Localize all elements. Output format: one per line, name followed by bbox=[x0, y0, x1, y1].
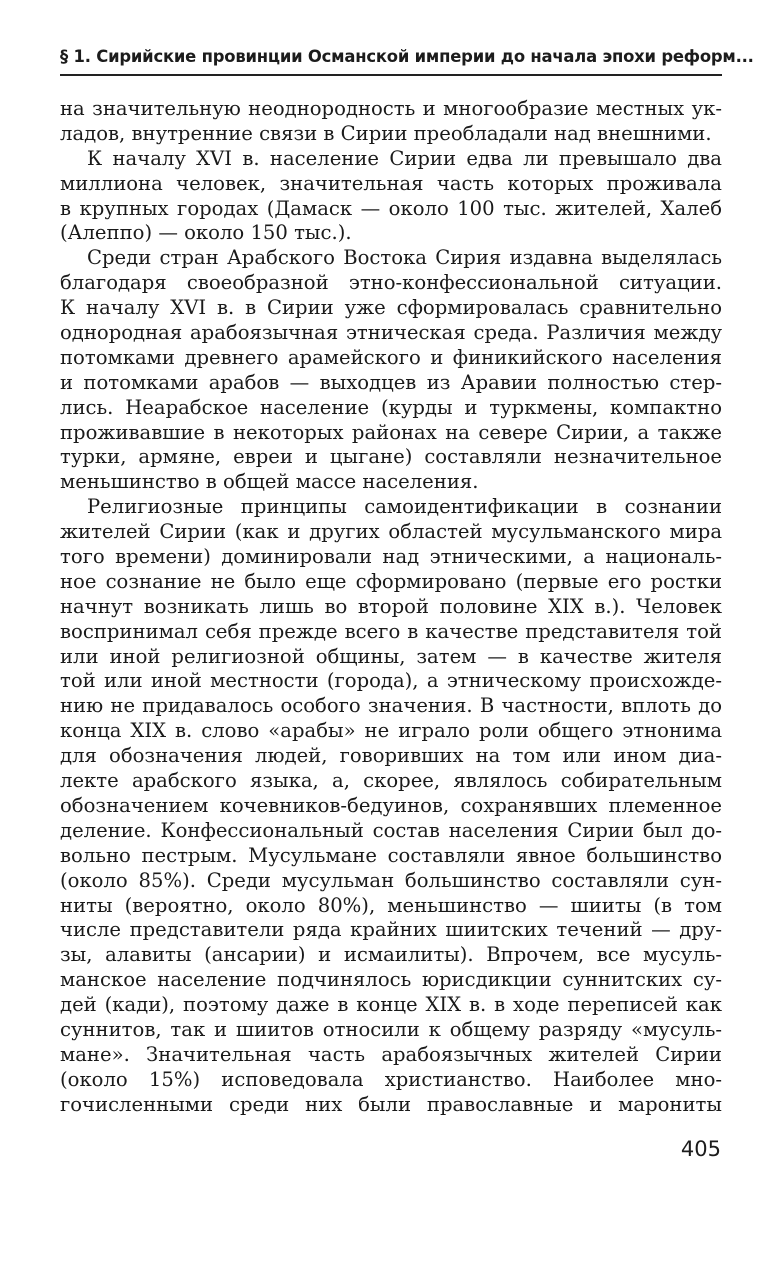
text-line: ладов, внутренние связи в Сирии преобладали над внешними. bbox=[60, 121, 712, 145]
text-line: миллиона человек, значительная часть которых проживала bbox=[60, 171, 722, 195]
text-line: того времени) доминировали над этническими, а националь- bbox=[60, 545, 722, 569]
text-line: (Алеппо) — около 150 тыс.). bbox=[60, 221, 352, 245]
text-line: вольно пестрым. Мусульмане составляли явное большинство bbox=[60, 843, 722, 867]
text-line: на значительную неоднородность и многообразие местных ук- bbox=[60, 97, 722, 120]
text-line: турки, армяне, евреи и цыгане) составляли незначительное bbox=[60, 445, 722, 469]
text-line: той или иной местности (города), а этническому происхожде- bbox=[60, 669, 722, 693]
text-line: в крупных городах (Дамаск — около 100 тыс. жителей, Халеб bbox=[60, 196, 722, 220]
text-line: и потомками арабов — выходцев из Аравии полностью стер- bbox=[60, 370, 722, 394]
page-number: 405 bbox=[680, 1137, 721, 1161]
text-line: мане». Значительная часть арабоязычных жителей Сирии bbox=[60, 1042, 722, 1066]
text-line: зы, алавиты (ансарии) и исмаилиты). Впрочем, все мусуль- bbox=[60, 943, 722, 967]
text-line: ниты (вероятно, около 80%), меньшинство — шииты (в том bbox=[60, 893, 722, 917]
text-line: гочисленными среди них были православные и марониты bbox=[60, 1092, 722, 1116]
text-line: или иной религиозной общины, затем — в качестве жителя bbox=[60, 644, 722, 668]
text-line: Религиозные принципы самоидентификации в сознании bbox=[87, 495, 722, 519]
text-line: дей (кади), поэтому даже в конце XIX в. в ходе переписей как bbox=[60, 993, 722, 1017]
text-line: лекте арабского языка, а, скорее, являлось собирательным bbox=[60, 769, 722, 793]
text-line: лись. Неарабское население (курды и туркмены, компактно bbox=[60, 395, 722, 419]
header-rule bbox=[60, 74, 722, 76]
text-line: обозначением кочевников-бедуинов, сохранявших племенное bbox=[60, 793, 722, 817]
text-line: меньшинство в общей массе населения. bbox=[60, 470, 479, 494]
text-line: однородная арабоязычная этническая среда. Различия между bbox=[60, 321, 722, 345]
text-line: деление. Конфессиональный состав населения Сирии был до- bbox=[60, 818, 722, 842]
text-line: проживавшие в некоторых районах на севере Сирии, а также bbox=[60, 420, 722, 444]
text-line: ное сознание не было еще сформировано (первые его ростки bbox=[60, 569, 722, 593]
text-line: потомками древнего арамейского и финикийского населения bbox=[60, 345, 722, 369]
text-line: Среди стран Арабского Востока Сирия издавна выделялась bbox=[87, 246, 722, 270]
text-line: благодаря своеобразной этно-конфессиональной ситуации. bbox=[60, 271, 722, 295]
text-line: жителей Сирии (как и других областей мусульманского мира bbox=[60, 520, 722, 544]
text-line: (около 85%). Среди мусульман большинство составляли сун- bbox=[60, 868, 722, 892]
text-line: манское население подчинялось юрисдикции суннитских су- bbox=[60, 968, 722, 992]
text-line: К началу XVI в. в Сирии уже сформировалась сравнительно bbox=[60, 296, 722, 320]
running-header: § 1. Сирийские провинции Османской империи до начала эпохи реформ... bbox=[60, 47, 754, 66]
text-line: для обозначения людей, говоривших на том или ином диа- bbox=[60, 744, 722, 768]
body-text bbox=[60, 97, 722, 1118]
text-line: конца XIX в. слово «арабы» не играло роли общего этнонима bbox=[60, 719, 722, 743]
text-line: числе представители ряда крайних шиитских течений — дру- bbox=[60, 918, 722, 942]
text-line: К началу XVI в. население Сирии едва ли превышало два bbox=[87, 146, 722, 170]
text-line: нию не придавалось особого значения. В частности, вплоть до bbox=[60, 694, 722, 718]
text-line: суннитов, так и шиитов относили к общему разряду «мусуль- bbox=[60, 1017, 722, 1041]
text-line: начнут возникать лишь во второй половине XIX в.). Человек bbox=[60, 594, 722, 618]
text-line: (около 15%) исповедовала христианство. Наиболее мно- bbox=[60, 1067, 722, 1091]
text-line: воспринимал себя прежде всего в качестве представителя той bbox=[60, 619, 722, 643]
